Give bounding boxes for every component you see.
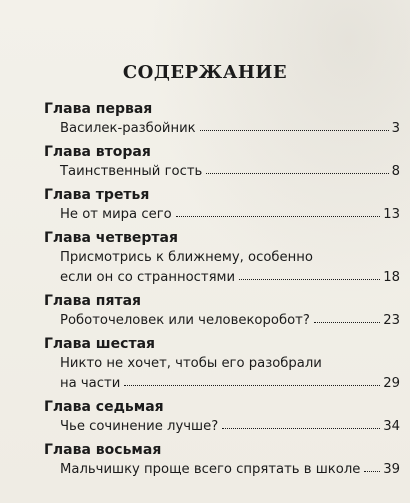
toc-entry-title: Таинственный гость (60, 164, 203, 179)
toc-entry (60, 205, 400, 225)
toc-chapter-heading: Глава восьмая (44, 442, 162, 458)
toc-chapter-heading: Глава седьмая (44, 399, 164, 415)
dot-leader (176, 216, 381, 217)
toc-chapter-heading: Глава пятая (44, 293, 142, 309)
dot-leader (364, 471, 380, 472)
dot-leader (124, 385, 380, 386)
toc-chapter-heading: Глава четвертая (44, 230, 178, 246)
toc-entry-title: Роботочеловек или человекоробот? (60, 313, 310, 328)
dot-leader (206, 173, 388, 174)
toc-page-number: 29 (383, 376, 400, 391)
toc-entry-title: Мальчишку проще всего спрятать в школе (60, 462, 361, 477)
toc-page-number: 13 (383, 207, 400, 222)
toc-page-number: 8 (391, 164, 400, 179)
toc-entry-title-line: Присмотрись к ближнему, особенно (60, 250, 313, 265)
toc-entry-last-line (60, 374, 400, 394)
table-of-contents (44, 100, 400, 480)
dot-leader (314, 322, 380, 323)
toc-entry (60, 354, 400, 394)
dot-leader (239, 279, 380, 280)
toc-entry-last-line (60, 311, 400, 331)
toc-entry-last-line (60, 417, 400, 437)
toc-chapter-heading: Глава первая (44, 101, 153, 117)
toc-entry-last-line (60, 268, 400, 288)
toc-chapter-heading: Глава шестая (44, 336, 156, 352)
dot-leader (200, 130, 389, 131)
toc-entry (60, 119, 400, 139)
toc-page-number: 18 (383, 270, 400, 285)
dot-leader (222, 428, 380, 429)
toc-entry-title: Чье сочинение лучше? (60, 419, 219, 434)
page-title: СОДЕРЖАНИЕ (122, 62, 288, 83)
toc-entry-title-line: Никто не хочет, чтобы его разобрали (60, 356, 322, 371)
toc-entry-title: если он со странностями (60, 270, 236, 285)
toc-entry (60, 162, 400, 182)
toc-entry-last-line (60, 162, 400, 182)
toc-entry-last-line (60, 119, 400, 139)
toc-chapter-heading: Глава вторая (44, 144, 151, 160)
toc-page-number: 39 (383, 462, 400, 477)
toc-entry (60, 248, 400, 288)
toc-chapter-heading: Глава третья (44, 187, 150, 203)
toc-entry (60, 460, 400, 480)
toc-entry (60, 417, 400, 437)
toc-entry-title: Не от мира сего (60, 207, 172, 222)
toc-page-number: 23 (383, 313, 400, 328)
toc-entry-last-line (60, 205, 400, 225)
toc-page-number: 3 (391, 121, 400, 136)
toc-entry-last-line (60, 460, 400, 480)
toc-entry-title: на части (60, 376, 121, 391)
toc-entry (60, 311, 400, 331)
toc-page-number: 34 (383, 419, 400, 434)
toc-entry-title: Василек-разбойник (60, 121, 196, 136)
